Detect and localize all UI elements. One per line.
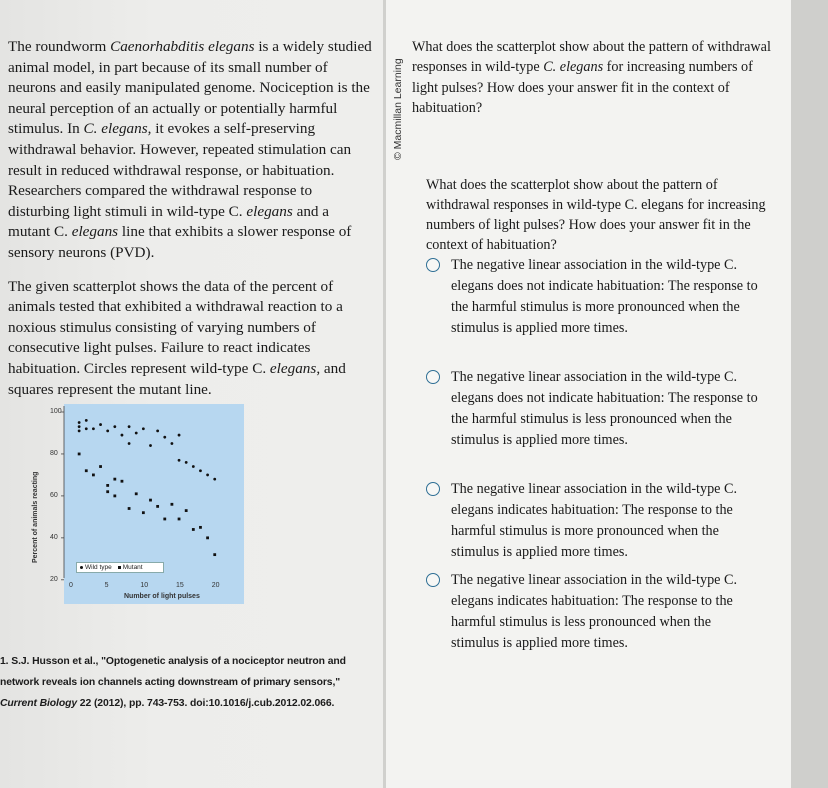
wild-type-point [206, 474, 209, 477]
wild-type-point [78, 421, 81, 424]
mutant-point [199, 526, 202, 529]
italic-text: C. elegans [543, 59, 604, 76]
mutant-point [113, 478, 116, 481]
y-tick-label: 20 [50, 575, 58, 583]
y-tick-label: 60 [50, 491, 58, 499]
wild-type-point [192, 465, 195, 468]
italic-text: elegans [246, 202, 293, 220]
mutant-point [192, 528, 195, 531]
italic-text: elegans [71, 223, 119, 241]
option-label: The negative linear association in the wild-type C. elegans indicates habituation: The response to the harmful stimulus is more pronounced when the stimulus is applied more times. [451, 481, 738, 560]
y-axis-label: Percent of animals reacting [32, 471, 39, 563]
wild-type-point [185, 461, 188, 464]
text-span: , and squares represent the mutant line. [8, 359, 346, 398]
journal-name: Current Biology [0, 698, 78, 709]
mutant-point [106, 484, 109, 487]
question-header [412, 37, 778, 119]
square-marker-icon [118, 566, 121, 569]
citation-rest: 22 (2012), pp. 743-753. doi:10.1016/j.cub.2012.02.066. [77, 698, 335, 709]
citation-line-3 [0, 693, 380, 714]
intro-paragraph-1 [8, 37, 374, 264]
mutant-point [128, 507, 131, 510]
wild-type-point [149, 444, 152, 447]
option-label: The negative linear association in the wild-type C. elegans does not indicate habituation: The response to the harmful stimulus is less pronounced when the stimulus is applied more times. [451, 369, 758, 448]
citation-line-2: network reveals ion channels acting downstream of primary sensors," [0, 677, 341, 688]
wild-type-point [85, 427, 88, 430]
mutant-point [213, 553, 216, 556]
mutant-point [85, 469, 88, 472]
wild-type-point [142, 427, 145, 430]
mutant-point [149, 499, 152, 502]
radio-button[interactable] [426, 482, 440, 496]
wild-type-point [92, 427, 95, 430]
page-edge [791, 0, 828, 788]
scatter-points [34, 400, 244, 610]
text-span: What does the scatterplot show about the pattern of withdrawal responses in wild-type [412, 39, 771, 76]
mutant-point [206, 536, 209, 539]
mutant-point [171, 503, 174, 506]
wild-type-point [121, 434, 124, 437]
text-span: , it evokes a self-preserving withdrawal behavior. However, repeated stimulation can result in reduced withdrawal response, or habituation. Researchers compared the withdrawal response to disturbing light stimuli in wild-type C. [8, 120, 352, 220]
text-span: line that exhibits a slower response of sensory neurons (PVD). [8, 223, 352, 261]
mutant-point [78, 453, 81, 456]
x-tick-label: 20 [211, 582, 220, 589]
y-tick-label: 40 [50, 533, 58, 541]
answer-option-4[interactable] [426, 570, 759, 654]
y-tick-label: 100 [50, 408, 62, 415]
wild-type-point [99, 423, 102, 426]
wild-type-point [135, 432, 138, 435]
radio-button[interactable] [426, 370, 440, 384]
text-span: for increasing numbers of light pulses? How does your answer fit in the context of habituation? [412, 59, 753, 117]
wild-type-point [178, 434, 181, 437]
wild-type-point [78, 429, 81, 432]
wild-type-point [171, 442, 174, 445]
wild-type-point [128, 425, 131, 428]
wild-type-point [213, 478, 216, 481]
mutant-point [163, 518, 166, 521]
answer-option-2[interactable] [426, 367, 759, 451]
option-label: The negative linear association in the wild-type C. elegans indicates habituation: The response to the harmful stimulus is less pronounced when the stimulus is applied more times. [451, 572, 738, 651]
legend-item-wild-type [80, 564, 112, 571]
italic-text: elegans [269, 359, 317, 377]
italic-text: C. elegans [83, 120, 148, 138]
wild-type-point [163, 436, 166, 439]
mutant-point [185, 509, 188, 512]
citation-line-1: 1. S.J. Husson et al., "Optogenetic analysis of a nociceptor neutron and [0, 656, 346, 667]
wild-type-point [178, 459, 181, 462]
text-span: The roundworm [8, 38, 111, 55]
x-tick-label: 15 [176, 582, 184, 589]
legend-label: Wild type [85, 564, 112, 571]
wild-type-point [113, 425, 116, 428]
mutant-point [92, 474, 95, 477]
mutant-point [99, 465, 102, 468]
intro-text [8, 37, 374, 400]
x-tick-label: 5 [104, 582, 109, 589]
text-span: and a mutant C. [8, 202, 330, 241]
wild-type-point [156, 429, 159, 432]
mutant-point [156, 505, 159, 508]
text-span: is a widely studied animal model, in part because of its small number of neurons and easily manipulated genome. Nociception is the neural perception of an actually or potentially harmful stimulus. In [8, 38, 372, 138]
mutant-point [113, 495, 116, 498]
wild-type-point [106, 429, 109, 432]
legend-label: Mutant [122, 564, 143, 571]
legend [76, 562, 164, 573]
wild-type-point [199, 469, 202, 472]
wild-type-point [78, 425, 81, 428]
x-tick-label: 10 [140, 582, 149, 589]
mutant-point [142, 511, 145, 514]
legend-item-mutant [118, 564, 143, 571]
mutant-point [121, 480, 124, 483]
footnote-citation [0, 651, 380, 714]
answer-option-3[interactable] [426, 479, 759, 563]
mutant-point [106, 490, 109, 493]
radio-button[interactable] [426, 573, 440, 587]
mutant-point [178, 518, 181, 521]
italic-text: Caenorhabditis elegans [110, 38, 255, 55]
x-tick-label: 0 [69, 582, 73, 589]
wild-type-point [128, 442, 131, 445]
intro-paragraph-2 [8, 277, 374, 401]
radio-button[interactable] [426, 258, 440, 272]
copyright-watermark [392, 148, 512, 160]
circle-marker-icon [80, 566, 83, 569]
question-prompt: What does the scatterplot show about the pattern of withdrawal responses in wild-type C. elegans for increasing numbers of light pulses? How does your answer fit in the context of habituation? [426, 177, 766, 253]
wild-type-point [85, 419, 88, 422]
scatterplot [34, 400, 244, 610]
x-axis-label: Number of light pulses [124, 593, 200, 600]
y-tick-label: 80 [50, 449, 58, 457]
mutant-point [135, 492, 138, 495]
option-label: The negative linear association in the wild-type C. elegans does not indicate habituation: The response to the harmful stimulus is more pronounced when the stimulus is applied more times. [451, 257, 758, 336]
answer-option-1[interactable] [426, 255, 759, 339]
text-span: The given scatterplot shows the data of the percent of animals tested that exhibited a withdrawal reaction to a noxious stimulus consisting of varying numbers of consecutive light pulses. Failure to react indicates habituation. Circles represent wild-type C. [8, 277, 343, 377]
